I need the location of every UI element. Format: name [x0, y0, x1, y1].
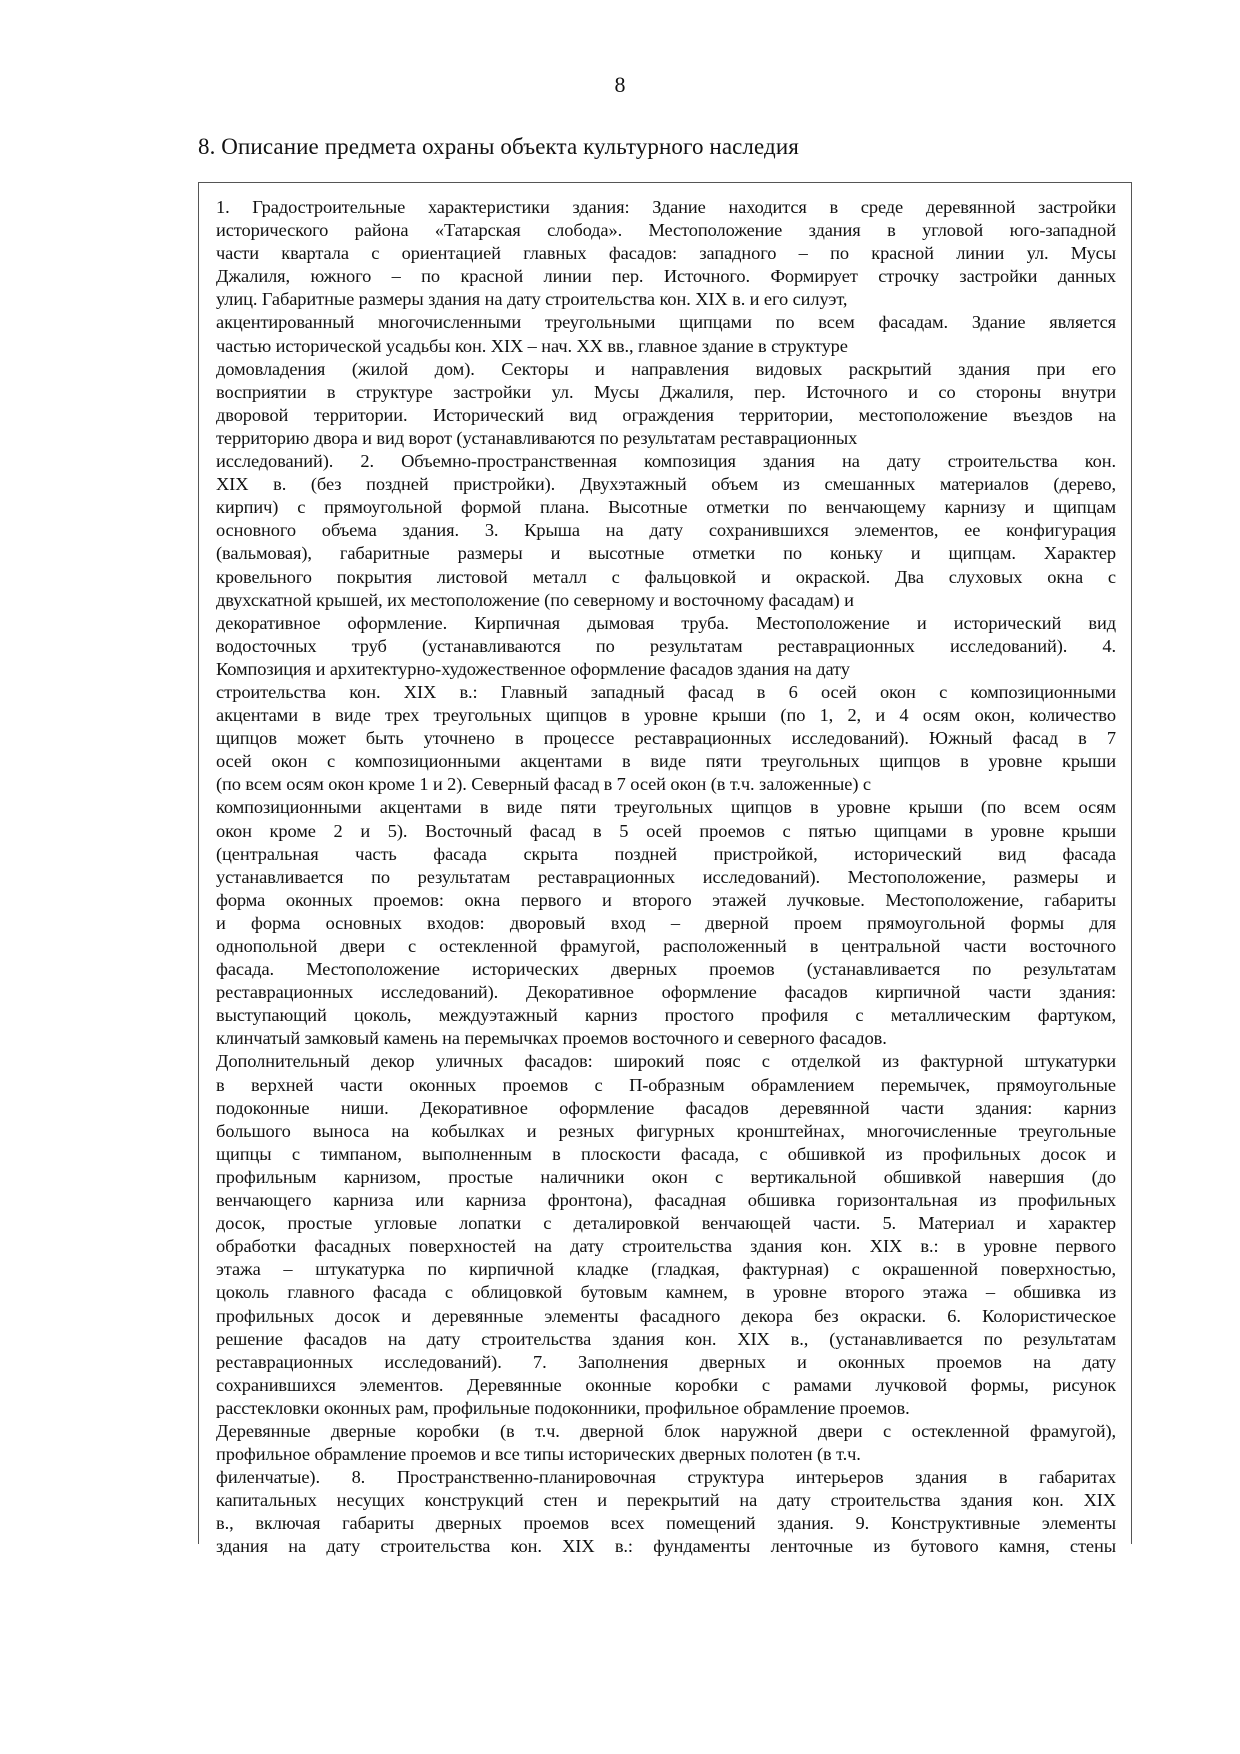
- text-line: форма оконных проемов: окна первого и второго этажей лучковые. Местоположение, габариты: [216, 889, 1116, 910]
- text-line: расстекловки оконных рам, профильные подоконники, профильное обрамление проемов.: [216, 1397, 910, 1418]
- text-line: цоколь главного фасада с облицовкой бутовым камнем, в уровне второго этажа – обшивка из: [216, 1282, 1116, 1303]
- text-line: сохранившихся элементов. Деревянные оконные коробки с рамами лучковой формы, рисунок: [216, 1374, 1116, 1395]
- text-line: щипцов может быть уточнено в процессе реставрационных исследований). Южный фасад в 7: [216, 728, 1116, 749]
- section-title: 8. Описание предмета охраны объекта культурного наследия: [198, 134, 799, 159]
- text-line: щипцы с тимпаном, выполненным в плоскости фасада, с обшивкой из профильных досок и: [216, 1143, 1116, 1164]
- text-line: реставрационных исследований). Декоративное оформление фасадов кирпичной части здания:: [216, 982, 1116, 1003]
- text-line: венчающего карниза или карниза фронтона), фасадная обшивка горизонтальная из профильных: [216, 1190, 1116, 1211]
- protection-subject-text: [216, 196, 1116, 1559]
- text-line: Джалиля, южного – по красной линии пер. Источного. Формирует строчку застройки данных: [216, 266, 1116, 287]
- text-line: однопольной двери с остекленной фрамугой, расположенный в центральной части восточного: [216, 936, 1116, 956]
- text-line: большого выноса на кобылках и резных фигурных кронштейнах, многочисленные треугольные: [216, 1120, 1116, 1141]
- text-line: композиционными акцентами в виде пяти треугольных щипцов в уровне крыши (по всем осям: [216, 797, 1116, 818]
- text-line: (по всем осям окон кроме 1 и 2). Северный фасад в 7 осей окон (в т.ч. заложенные) с: [216, 774, 871, 795]
- text-line: частью исторической усадьбы кон. XIX – нач. XX вв., главное здание в структуре: [216, 335, 848, 356]
- text-line: исторического района «Татарская слобода». Местоположение здания в угловой юго-западной: [216, 220, 1116, 241]
- text-line: в верхней части оконных проемов с П-образным обрамлением перемычек, прямоугольные: [216, 1074, 1116, 1095]
- text-line: части квартала с ориентацией главных фасадов: западного – по красной линии ул. Мусы: [216, 243, 1116, 264]
- text-line: Композиция и архитектурно-художественное оформление фасадов здания на дату: [216, 658, 850, 679]
- text-line: профильным карнизом, простые наличники окон с вертикальной обшивкой навершия (до: [216, 1166, 1116, 1187]
- text-line: решение фасадов на дату строительства здания кон. XIX в., (устанавливается по результатам: [216, 1328, 1116, 1349]
- text-line: и форма основных входов: дворовый вход – дверной проем прямоугольной формы для: [216, 912, 1116, 933]
- page-number: 8: [614, 72, 626, 97]
- text-line: (центральная часть фасада скрыта поздней пристройкой, исторический вид фасада: [216, 843, 1116, 864]
- text-line: кровельного покрытия листовой металл с фальцовкой и окраской. Два слуховых окна с: [216, 566, 1116, 587]
- text-line: фасада. Местоположение исторических дверных проемов (устанавливается по результатам: [216, 959, 1116, 980]
- text-line: восприятии в структуре застройки ул. Мусы Джалиля, пер. Источного и со стороны внутри: [216, 381, 1116, 402]
- text-line: осей окон с композиционными акцентами в виде пяти треугольных щипцов в уровне крыши: [216, 751, 1116, 772]
- text-line: капитальных несущих конструкций стен и перекрытий на дату строительства здания кон. XIX: [216, 1490, 1116, 1511]
- text-line: профильных досок и деревянные элементы фасадного декора без окраски. 6. Колористическое: [216, 1305, 1116, 1326]
- text-line: окон кроме 2 и 5). Восточный фасад в 5 осей проемов с пятью щипцами в уровне крыши: [216, 820, 1116, 841]
- text-line: в., включая габариты дверных проемов всех помещений здания. 9. Конструктивные элементы: [216, 1513, 1116, 1534]
- text-line: реставрационных исследований). 7. Заполнения дверных и оконных проемов на дату: [216, 1351, 1116, 1372]
- text-line: исследований). 2. Объемно-пространственная композиция здания на дату строительства кон.: [216, 451, 1116, 472]
- text-line: профильное обрамление проемов и все типы исторических дверных полотен (в т.ч.: [216, 1444, 861, 1465]
- text-line: филенчатые). 8. Пространственно-планировочная структура интерьеров здания в габаритах: [216, 1467, 1116, 1488]
- text-line: двухскатной крышей, их местоположение (по северному и восточному фасадам) и: [216, 589, 854, 610]
- text-line: XIX в. (без поздней пристройки). Двухэтажный объем из смешанных материалов (дерево,: [216, 474, 1116, 495]
- text-line: акцентами в виде трех треугольных щипцов в уровне крыши (по 1, 2, и 4 осям окон, количество: [216, 705, 1116, 726]
- text-line: строительства кон. XIX в.: Главный западный фасад в 6 осей окон с композиционными: [216, 681, 1116, 702]
- text-line: 1. Градостроительные характеристики здания: Здание находится в среде деревянной застройки: [216, 197, 1116, 217]
- text-line: подоконные ниши. Декоративное оформление фасадов деревянной части здания: карниз: [216, 1097, 1116, 1118]
- protection-subject-box: [198, 182, 1132, 1557]
- text-line: устанавливается по результатам реставрационных исследований). Местоположение, размеры и: [216, 866, 1116, 887]
- text-line: (вальмовая), габаритные размеры и высотные отметки по коньку и щипцам. Характер: [216, 543, 1116, 564]
- text-line: здания на дату строительства кон. XIX в.: фундаменты ленточные из бутового камня, стены: [216, 1536, 1116, 1557]
- text-line: кирпич) с прямоугольной формой плана. Высотные отметки по венчающему карнизу и щипцам: [216, 497, 1116, 518]
- text-line: Дополнительный декор уличных фасадов: широкий пояс с отделкой из фактурной штукатурки: [216, 1051, 1116, 1072]
- text-line: этажа – штукатурка по кирпичной кладке (гладкая, фактурная) с окрашенной поверхностью,: [216, 1259, 1116, 1280]
- text-line: обработки фасадных поверхностей на дату строительства здания кон. XIX в.: в уровне первого: [216, 1236, 1116, 1257]
- text-line: основного объема здания. 3. Крыша на дату сохранившихся элементов, ее конфигурация: [216, 520, 1116, 541]
- text-line: акцентированный многочисленными треугольными щипцами по всем фасадам. Здание является: [216, 312, 1116, 333]
- text-line: выступающий цоколь, междуэтажный карниз простого профиля с металлическим фартуком,: [216, 1005, 1116, 1026]
- text-line: улиц. Габаритные размеры здания на дату строительства кон. XIX в. и его силуэт,: [216, 289, 848, 310]
- text-line: водосточных труб (устанавливаются по результатам реставрационных исследований). 4.: [216, 635, 1116, 656]
- text-line: домовладения (жилой дом). Секторы и направления видовых раскрытий здания при его: [216, 358, 1116, 379]
- text-line: досок, простые угловые лопатки с деталировкой венчающей части. 5. Материал и характер: [216, 1213, 1116, 1234]
- text-line: территорию двора и вид ворот (устанавливаются по результатам реставрационных: [216, 427, 858, 448]
- text-line: клинчатый замковый камень на перемычках проемов восточного и северного фасадов.: [216, 1028, 887, 1049]
- text-line: дворовой территории. Исторический вид ограждения территории, местоположение въездов на: [216, 404, 1116, 425]
- text-line: декоративное оформление. Кирпичная дымовая труба. Местоположение и исторический вид: [216, 612, 1116, 633]
- text-line: Деревянные дверные коробки (в т.ч. дверной блок наружной двери с остекленной фрамугой),: [216, 1420, 1116, 1441]
